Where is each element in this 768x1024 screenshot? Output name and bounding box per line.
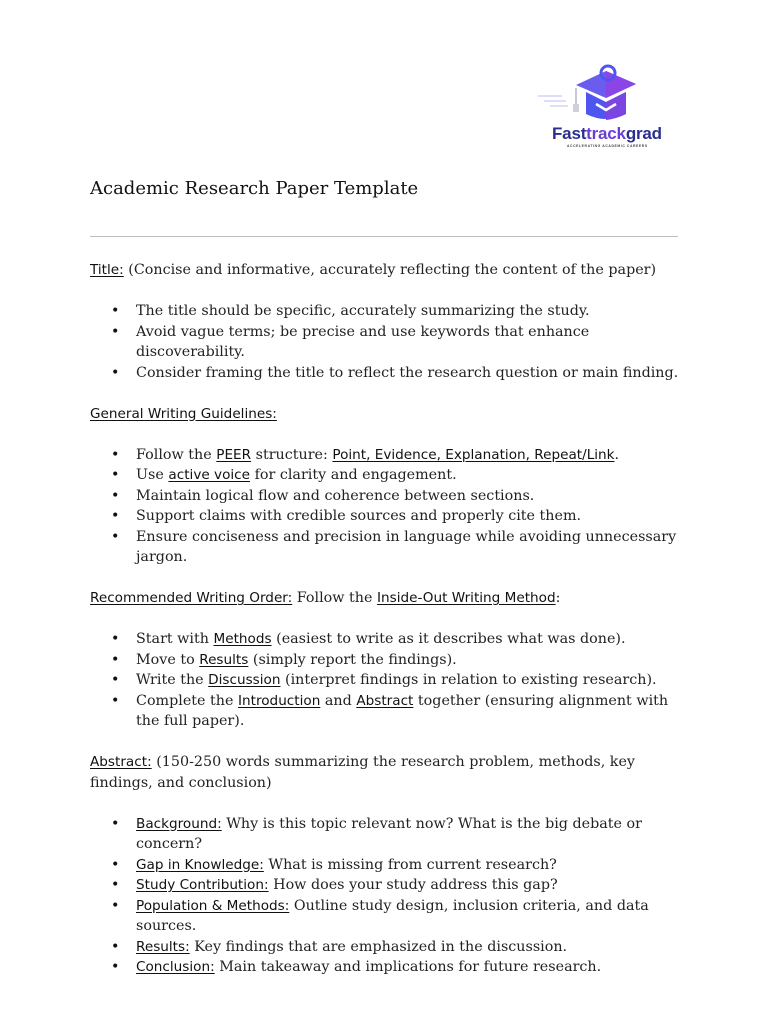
guidelines-bullets bbox=[90, 445, 690, 568]
logo-wordmark: Fasttrackgrad bbox=[552, 124, 662, 143]
list-item: • Conclusion: Main takeaway and implications for future research. bbox=[90, 957, 690, 978]
list-item: • The title should be specific, accurately summarizing the study. bbox=[90, 301, 690, 322]
list-item: • Consider framing the title to reflect the research question or main finding. bbox=[90, 363, 690, 384]
list-item: • Results: Key findings that are emphasized in the discussion. bbox=[90, 937, 690, 958]
order-heading: Recommended Writing Order: Follow the Inside-Out Writing Method: bbox=[90, 590, 561, 606]
guidelines-heading: General Writing Guidelines: bbox=[90, 405, 277, 422]
title-bullets bbox=[90, 301, 690, 383]
list-item: • Ensure conciseness and precision in language while avoiding unnecessary jargon. bbox=[90, 527, 690, 568]
list-item: • Study Contribution: How does your study address this gap? bbox=[90, 875, 690, 896]
list-item: • Population & Methods: Outline study design, inclusion criteria, and data sources. bbox=[90, 896, 690, 937]
list-item: • Background: Why is this topic relevant now? What is the big debate or concern? bbox=[90, 814, 690, 855]
list-item: • Write the Discussion (interpret findings in relation to existing research). bbox=[90, 670, 690, 691]
list-item: • Support claims with credible sources and properly cite them. bbox=[90, 506, 690, 527]
list-item: • Start with Methods (easiest to write as it describes what was done). bbox=[90, 629, 690, 650]
abstract-intro: Abstract: (150-250 words summarizing the research problem, methods, key findings, and conclusion) bbox=[90, 754, 635, 791]
list-item: • Complete the Introduction and Abstract together (ensuring alignment with the full paper). bbox=[90, 691, 690, 732]
graduation-cap-icon bbox=[536, 58, 686, 128]
title-section-intro: Title: (Concise and informative, accurately reflecting the content of the paper) bbox=[90, 262, 657, 278]
logo-tagline: ACCELERATING ACADEMIC CAREERS bbox=[567, 144, 648, 148]
list-item: • Move to Results (simply report the findings). bbox=[90, 650, 690, 671]
document-body bbox=[90, 260, 690, 998]
document-title: Academic Research Paper Template bbox=[90, 178, 419, 199]
divider bbox=[90, 236, 678, 237]
list-item: • Maintain logical flow and coherence between sections. bbox=[90, 486, 690, 507]
fasttrackgrad-logo bbox=[536, 58, 686, 154]
list-item: • Use active voice for clarity and engagement. bbox=[90, 465, 690, 486]
list-item: • Avoid vague terms; be precise and use keywords that enhance discoverability. bbox=[90, 322, 690, 363]
list-item: • Gap in Knowledge: What is missing from current research? bbox=[90, 855, 690, 876]
order-bullets bbox=[90, 629, 690, 732]
abstract-bullets bbox=[90, 814, 690, 978]
list-item: • Follow the PEER structure: Point, Evidence, Explanation, Repeat/Link. bbox=[90, 445, 690, 466]
